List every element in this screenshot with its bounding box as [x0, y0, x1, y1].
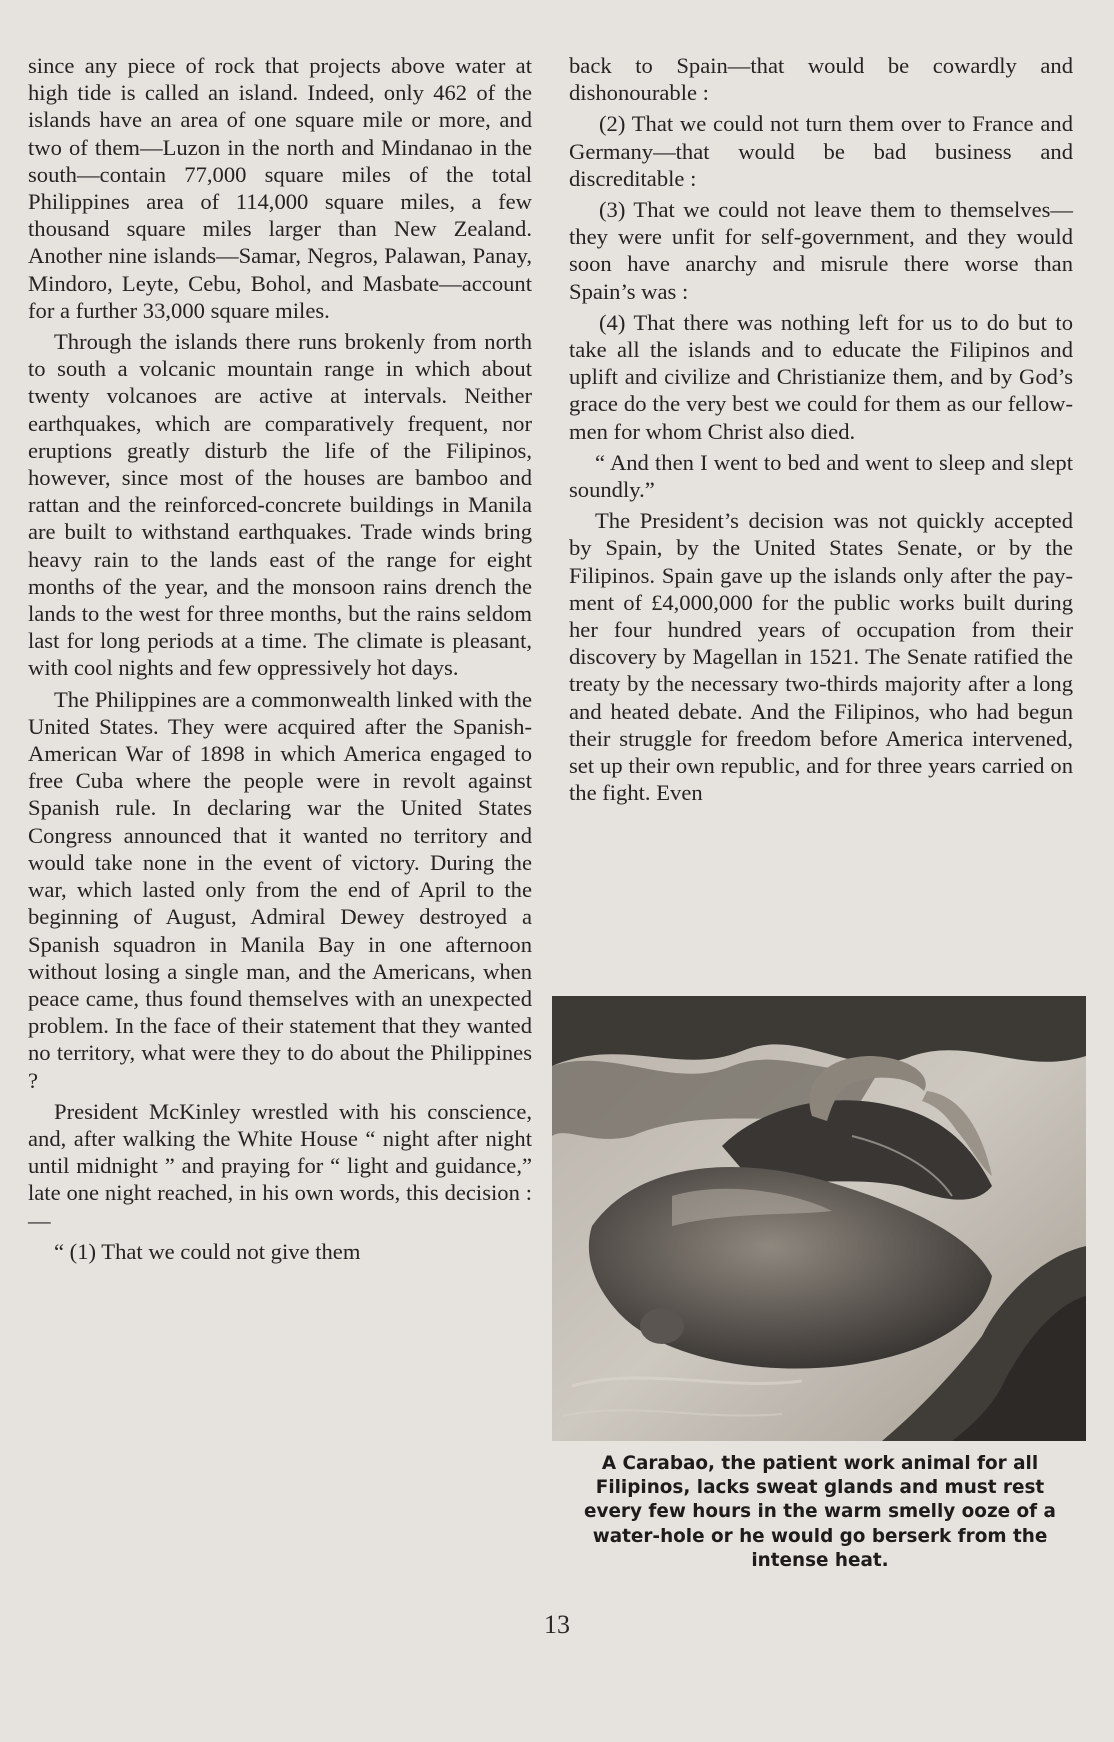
paragraph: The President’s decision was not quickly accepted by Spain, by the United States Senate, or by the Filipinos. Spain gave up the islands only after the payment of £4,000,000 for the public works built during her four hundred years of occupation from their discovery by Magellan in 1521. The Senate ratified the treaty by the necessary two-thirds majority after a long and heated debate. And the Filipinos, who had begun their struggle for freedom before America intervened, set up their own republic, and for three years carried on the fight. Even [569, 508, 1073, 806]
paragraph: “ (1) That we could not give them [54, 1238, 361, 1264]
page-number: 13 [544, 1610, 570, 1639]
paragraph: (3) That we could not leave them to themselves—they were unfit for self-government, and they would soon have anarchy and misrule there worse than Spain’s was : [569, 197, 1073, 304]
paragraph: since any piece of rock that projects above water at high tide is called an island. Indeed, only 462 of the islands have an area of one square mile or more, and two of them—Luzon in the north and Mindanao in the south—contain 77,000 square miles of the total Philippines area of 114,000 square miles, a few thousand square miles larger than New Zealand. Another nine islands—Samar, Negros, Palawan, Panay, Mindoro, Leyte, Cebu, Bohol, and Masbate—account for a further 33,000 square miles. [28, 53, 532, 323]
right-text-column [569, 52, 1073, 810]
photo-caption: A Carabao, the patient work animal for all Filipinos, lacks sweat glands and must rest every few hours in the warm smelly ooze of a water-hole or he would go berserk from the intense heat. [584, 1453, 1056, 1571]
carabao-photo-illustration [552, 996, 1086, 1441]
paragraph: The Philippines are a commonwealth linked with the United States. They were acquired after the Spanish-American War of 1898 in which America engaged to free Cuba where the people were in revolt against Spanish rule. In declaring war the United States Congress announced that it wanted no territory and would take none in the event of victory. During the war, which lasted only from the end of April to the beginning of August, Admiral Dewey destroyed a Spanish squadron in Manila Bay in one afternoon without losing a single man, and the Americans, when peace came, thus found themselves with an unexpected problem. In the face of their statement that they wanted no territory, what were they to do about the Philippines ? [28, 686, 532, 1093]
paragraph: (2) That we could not turn them over to France and Germany—that would be bad business and discreditable : [569, 111, 1073, 191]
carabao-photo [552, 996, 1086, 1441]
paragraph: back to Spain—that would be cowardly and dishonourable : [569, 53, 1073, 106]
paragraph: (4) That there was nothing left for us to do but to take all the islands and to educate the Filipinos and uplift and civilize and Christianize them, and by God’s grace do the very best we could for them as our fellow-men for whom Christ also died. [569, 309, 1073, 444]
paragraph: “ And then I went to bed and went to sleep and slept soundly.” [569, 449, 1073, 503]
paragraph: President McKinley wrestled with his conscience, and, after walking the White House “ night after night until midnight ” and praying for “ light and guidance,” late one night reached, in his own words, this decision :— [28, 1098, 532, 1233]
paragraph: Through the islands there runs brokenly from north to south a volcanic mountain range in which about twenty volcanoes are active at intervals. Neither earthquakes, which are comparatively frequent, nor eruptions greatly disturb the life of the Filipinos, however, since most of the houses are bamboo and rattan and the reinforced-concrete buildings in Manila are built to withstand earthquakes. Trade winds bring heavy rain to the lands east of the range for eight months of the year, and the monsoon rains drench the lands to the west for three months, but the rains seldom last for long periods at a time. The climate is pleasant, with cool nights and few oppressively hot days. [28, 329, 532, 681]
left-text-column [28, 52, 532, 1269]
